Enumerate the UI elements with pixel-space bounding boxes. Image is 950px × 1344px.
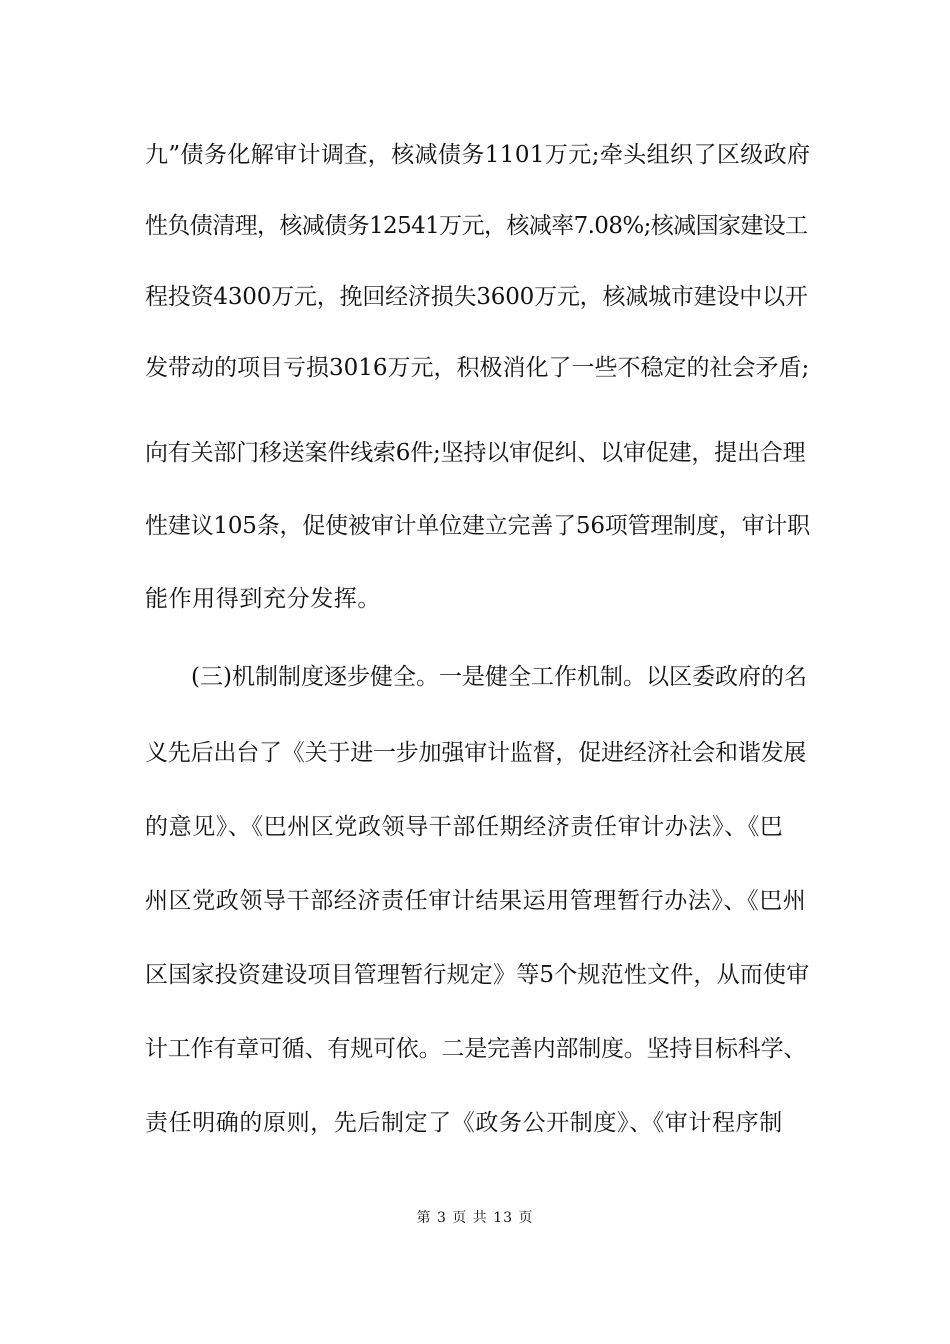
text-line: 性建议105条，促使被审计单位建立完善了56项管理制度，审计职 — [145, 513, 810, 539]
text-line: 的意见》、《巴州区党政领导干部任期经济责任审计办法》、《巴 — [145, 814, 784, 840]
text-line: 责任明确的原则，先后制定了《政务公开制度》、《审计程序制 — [145, 1110, 783, 1136]
text-line: 向有关部门移送案件线索6件;坚持以审促纠、以审促建，提出合理 — [145, 440, 806, 466]
text-line: 义先后出台了《关于进一步加强审计监督，促进经济社会和谐发展 — [145, 740, 807, 766]
text-line: 九”债务化解审计调查，核减债务1101万元;牵头组织了区级政府 — [145, 142, 811, 168]
page-number-footer: 第 3 页 共 13 页 — [416, 1210, 534, 1226]
text-line: 发带动的项目亏损3016万元，积极消化了一些不稳定的社会矛盾; — [145, 355, 810, 381]
text-line: 区国家投资建设项目管理暂行规定》等5个规范性文件，从而使审 — [145, 962, 810, 988]
text-line: (三)机制制度逐步健全。一是健全工作机制。以区委政府的名 — [145, 664, 807, 690]
text-line: 能作用得到充分发挥。 — [145, 586, 381, 612]
text-line: 计工作有章可循、有规可依。二是完善内部制度。坚持目标科学、 — [145, 1036, 807, 1062]
text-line: 性负债清理，核减债务12541万元，核减率7.08%;核减国家建设工 — [145, 213, 808, 239]
text-line: 州区党政领导干部经济责任审计结果运用管理暂行办法》、《巴州 — [145, 888, 807, 914]
text-line: 程投资4300万元，挽回经济损失3600万元，核减城市建设中以开 — [145, 284, 808, 310]
